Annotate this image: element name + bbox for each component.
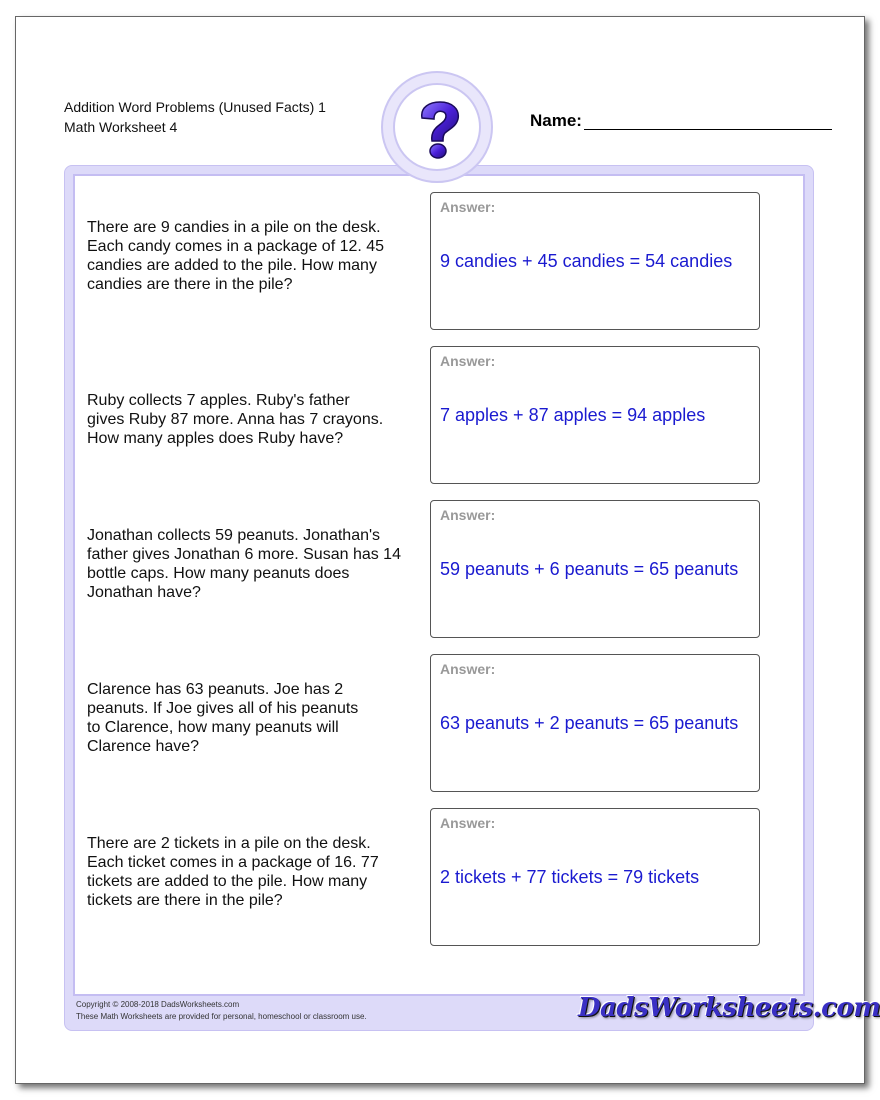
- problem-text: Clarence has 63 peanuts. Joe has 2 peanuts. If Joe gives all of his peanuts to Clarence, how many peanuts will Clarence have?: [87, 681, 359, 755]
- footer: [76, 999, 367, 1023]
- worksheet-frame: [64, 165, 814, 1031]
- worksheet-title: Addition Word Problems (Unused Facts) 1: [64, 99, 326, 115]
- usage-notice: These Math Worksheets are provided for personal, homeschool or classroom use.: [76, 1012, 367, 1021]
- answer-text: 9 candies + 45 candies = 54 candies: [440, 251, 733, 271]
- brand-logo: DadsWorksheets.com: [578, 993, 880, 1023]
- answer-box: [430, 346, 760, 484]
- answer-box: [430, 808, 760, 946]
- answer-box: [430, 500, 760, 638]
- answer-label: Answer:: [440, 507, 496, 523]
- answer-text: 59 peanuts + 6 peanuts = 65 peanuts: [440, 559, 739, 579]
- worksheet-subtitle: Math Worksheet 4: [64, 119, 178, 135]
- answer-label: Answer:: [440, 353, 496, 369]
- worksheet-page: [15, 16, 880, 1084]
- problem-text: Ruby collects 7 apples. Ruby's father gives Ruby 87 more. Anna has 7 crayons. How many apples does Ruby have?: [87, 392, 384, 447]
- question-badge: [381, 71, 493, 183]
- answer-text: 2 tickets + 77 tickets = 79 tickets: [440, 867, 700, 887]
- name-field[interactable]: [530, 111, 830, 131]
- title-block: [64, 97, 326, 137]
- name-label: Name:: [530, 111, 582, 130]
- worksheet-content: [73, 174, 805, 996]
- answer-text: 63 peanuts + 2 peanuts = 65 peanuts: [440, 713, 739, 733]
- problem-text: There are 9 candies in a pile on the desk. Each candy comes in a package of 12. 45 candies are added to the pile. How many candies are there in the pile?: [87, 219, 385, 293]
- problem-text: There are 2 tickets in a pile on the desk. Each ticket comes in a package of 16. 77 tickets are added to the pile. How many tickets are there in the pile?: [87, 835, 379, 909]
- copyright-text: Copyright © 2008-2018 DadsWorksheets.com: [76, 1000, 240, 1009]
- problem-text: Jonathan collects 59 peanuts. Jonathan's father gives Jonathan 6 more. Susan has 14 bottle caps. How many peanuts does Jonathan have?: [87, 527, 401, 601]
- answer-label: Answer:: [440, 815, 496, 831]
- answer-box: [430, 192, 760, 330]
- answer-box: [430, 654, 760, 792]
- question-mark-icon: [415, 99, 463, 161]
- name-line[interactable]: [584, 129, 832, 130]
- answer-text: 7 apples + 87 apples = 94 apples: [440, 405, 706, 425]
- answer-label: Answer:: [440, 661, 496, 677]
- answer-label: Answer:: [440, 199, 496, 215]
